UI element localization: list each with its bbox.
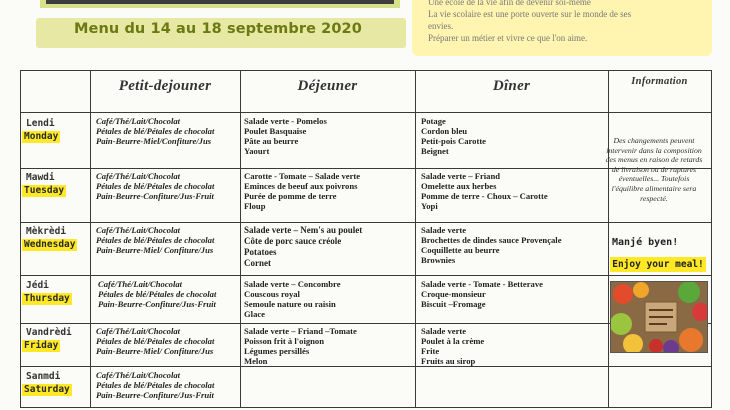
day-label <box>22 226 90 251</box>
day-english: Friday <box>24 340 59 351</box>
fruit-vegetables-picture <box>610 281 708 353</box>
breakfast-cell: Café/Thé/Lait/Chocolat Pétales de blé/Pétales de chocolat Pain-Beurre-Miel/ Confiture/Jus <box>96 225 215 255</box>
menu-title: Menu du 14 au 18 septembre 2020 <box>74 21 362 37</box>
day-label <box>22 118 90 143</box>
column-header-lunch: Déjeuner <box>297 78 358 94</box>
dinner-cell: Salade verte - Tomate - Betterave Croque-monsieur Biscuit –Fromage <box>421 279 543 309</box>
dinner-cell: Salade verte – Friand Omelette aux herbes Pomme de terre - Choux – Carotte Yopi <box>421 171 548 211</box>
day-label <box>22 280 90 305</box>
breakfast-cell: Café/Thé/Lait/Chocolat Pétales de blé/Pétales de chocolat Pain-Beurre-Confiture/Jus-Fruit <box>98 279 217 309</box>
day-creole: Vandrèdi <box>26 327 72 338</box>
day-creole: Lendi <box>26 118 55 129</box>
column-header-breakfast: Petit-dejouner <box>118 78 212 94</box>
top-frame-strip <box>40 0 400 8</box>
breakfast-cell: Café/Thé/Lait/Chocolat Pétales de blé/Pétales de chocolat Pain-Beurre-Miel/ Confiture/Jus <box>96 326 215 356</box>
day-label <box>22 327 90 352</box>
lunch-cell: Salade verte – Concombre Couscous royal Semoule nature ou raisin Glace <box>244 279 341 319</box>
breakfast-cell: Café/Thé/Lait/Chocolat Pétales de blé/Pétales de chocolat Pain-Beurre-Confiture/Jus-Fruit <box>96 171 215 201</box>
day-creole: Jédi <box>26 280 49 291</box>
menu-table <box>20 70 712 408</box>
dinner-cell: Potage Cordon bleu Petit-pois Carotte Beignet <box>421 116 486 156</box>
day-english: Thursday <box>24 293 70 304</box>
information-notice: Des changements peuvent intervenir dans la composition des menus en raison de retards de livraison ou de ruptures éventuelles... Toutefois l'équilibre alimentaire sera respecté. <box>605 136 703 203</box>
motto-line: Une école de la vie afin de devenir soi-même <box>428 0 591 7</box>
day-english: Monday <box>24 131 59 142</box>
day-english: Wednesday <box>24 239 76 250</box>
motto-line: envies. <box>428 21 454 31</box>
day-creole: Mawdi <box>26 172 55 183</box>
enjoy-meal-badge: Enjoy your meal! <box>610 257 706 272</box>
column-header-dinner: Dîner <box>492 78 531 94</box>
day-label <box>22 371 90 396</box>
motto-line: La vie scolaire est une porte ouverte sur le monde de ses <box>428 9 632 19</box>
day-creole: Mèkrèdi <box>26 226 67 237</box>
lunch-cell: Salade verte - Pomelos Poulet Basquaise Pâte au beurre Yaourt <box>244 116 327 156</box>
lunch-cell: Carotte - Tomate – Salade verte Eminces de beeuf aux poivrons Purée de pomme de terre Floup <box>244 171 361 211</box>
day-english: Saturday <box>24 384 70 395</box>
lunch-cell: Salade verte – Nem's au poulet Côte de porc sauce créole Potatoes Cornet <box>244 225 363 268</box>
motto-line: Préparer un métier et vivre ce que l'on aime. <box>428 33 588 43</box>
day-creole: Sanmdi <box>26 371 61 382</box>
creole-greeting: Manjé byen! <box>612 237 679 248</box>
breakfast-cell: Café/Thé/Lait/Chocolat Pétales de blé/Pétales de chocolat Pain-Beurre-Miel/Confiture/Jus <box>96 116 215 146</box>
day-english: Tuesday <box>24 185 65 196</box>
column-header-information: Information <box>631 76 688 87</box>
dinner-cell: Salade verte Brochettes de dindes sauce Provençale Coquillette au beurre Brownies <box>421 225 562 265</box>
dinner-cell: Salade verte Poulet à la crème Frite Fruits au sirop <box>421 326 485 366</box>
lunch-cell: Salade verte – Friand –Tomate Poisson frit à l'oignon Légumes persillés Melon <box>244 326 357 366</box>
day-label <box>22 172 90 197</box>
breakfast-cell: Café/Thé/Lait/Chocolat Pétales de blé/Pétales de chocolat Pain-Beurre-Confiture/Jus-Fruit <box>96 370 215 400</box>
